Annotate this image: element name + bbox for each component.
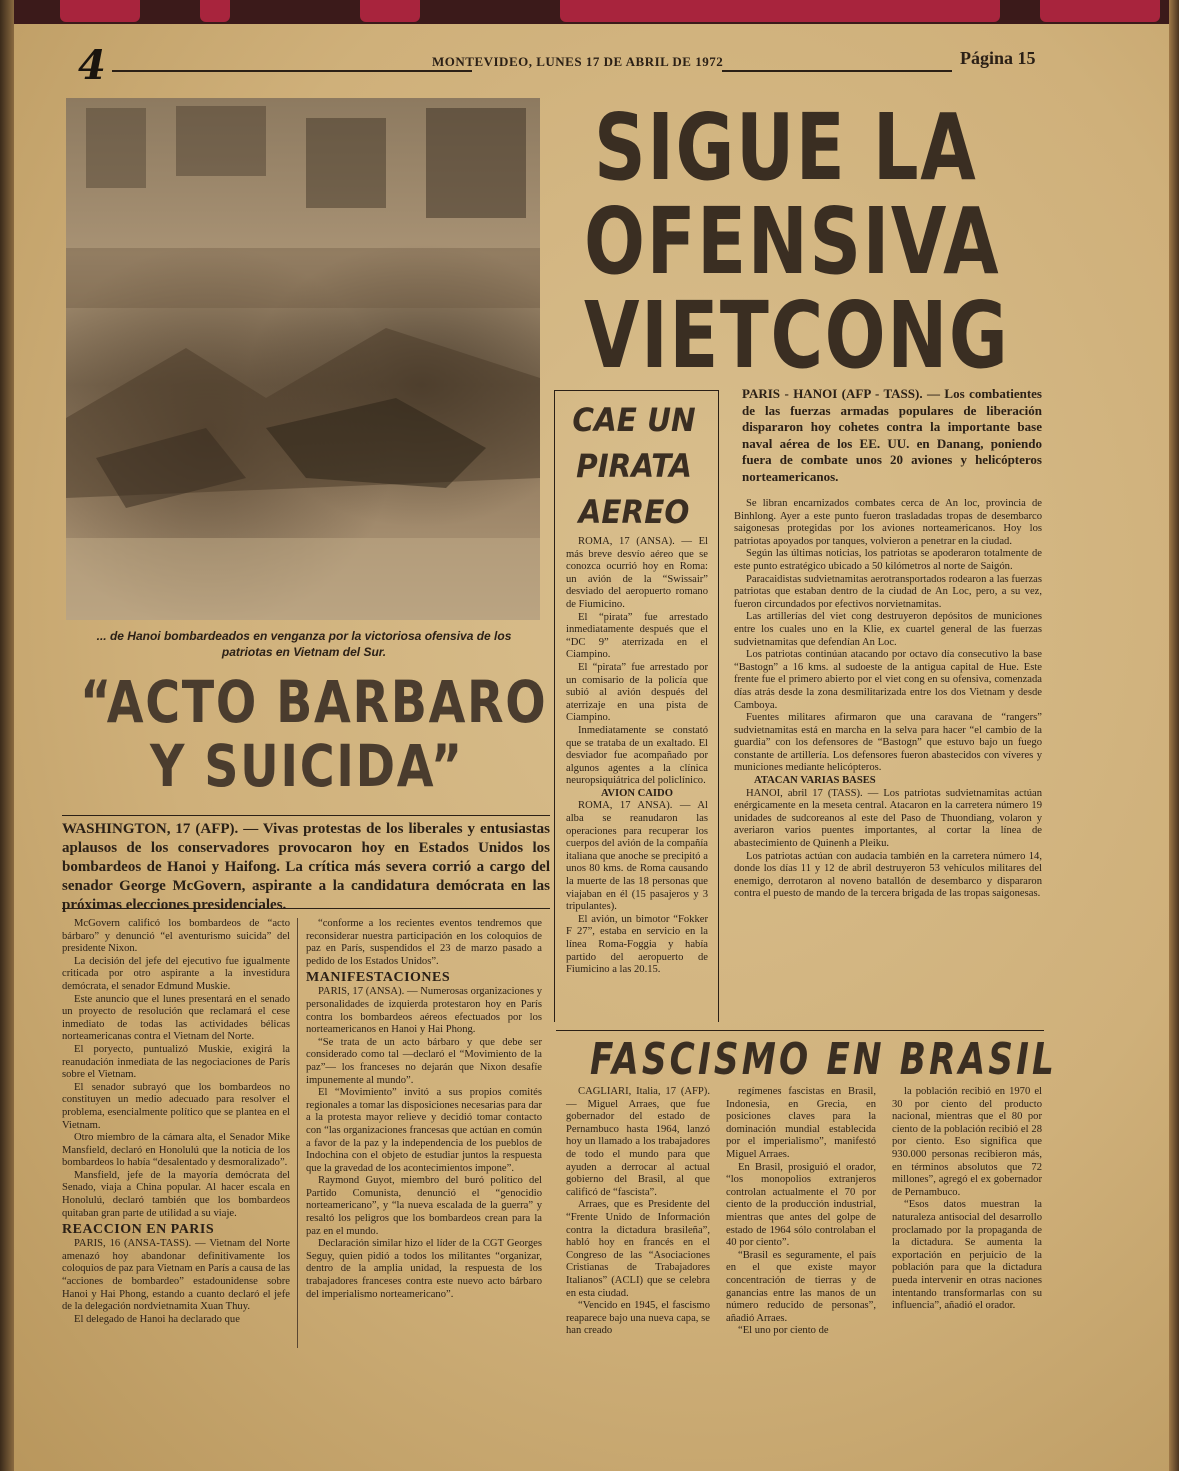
page-header: [72, 40, 1062, 89]
acto-headline-line-2: Y SUICIDA”: [150, 732, 464, 800]
acto-lead: WASHINGTON, 17 (AFP). — Vivas protestas de los liberales y entusiastas aplausos de los conservadores provocaron hoy en Estados Unidos los bombardeos de Hanoi y Haifong. La crítica más severa corrió a cargo del senador George McGovern, aspirante a la candidatura demócrata en las próximas elecciones presidenciales.: [62, 821, 550, 913]
paragraph: El “pirata” fue arrestado por un comisario de la policía que subió al avión después del aterrizaje en una pista de Ciampino.: [566, 661, 708, 724]
page-number-mark: 4: [78, 42, 106, 89]
paragraph: Las artillerías del viet cong destruyeron depósitos de municiones entre los cuales uno en la Klie, ex cuartel general de las fuerzas sudvietnamitas que defendían An Loc.: [734, 611, 1042, 648]
paragraph: Mansfield, jefe de la mayoría demócrata del Senado, viaja a China popular. Al hacer escala en Honolulú, declaró también que los bombardeos quitaban gran parte de utilidad a su viaje.: [62, 1169, 290, 1219]
paragraph: Declaración similar hizo el líder de la CGT Georges Seguy, quien pidió a todos los militantes “organizar, dentro de la amplia unidad, la respuesta de los trabajadores franceses contra este nuevo acto bárbaro del imperialismo norteamericano”.: [306, 1238, 542, 1300]
paragraph: PARIS, 17 (ANSA). — Numerosas organizaciones y personalidades de izquierda protestaron hoy en París contra los bombardeos aéreos efectuados por los norteamericanos en Hanoi y Hai Phong.: [306, 986, 542, 1036]
pirata-box-left: [554, 390, 555, 1022]
main-headline-line-3: VIETCONG: [584, 282, 1010, 389]
page-label: Página 15: [960, 48, 1036, 68]
pirata-box-top: [554, 390, 719, 391]
subheading-atacan: ATACAN VARIAS BASES: [754, 775, 876, 787]
acto-rule-top: [62, 815, 550, 816]
main-headline-line-1: SIGUE LA: [594, 94, 978, 201]
paragraph: El senador subrayó que los bombardeos no constituyen un medio adecuado para resolver el problema, esencialmente político que se plantea en el Vietnam.: [62, 1081, 290, 1131]
paragraph: PARIS, 16 (ANSA-TASS). — Vietnam del Norte amenazó hoy abandonar definitivamente los coloquios de paz para Vietnam en París a causa de las “acciones de bombardeo” estadounidense sobre Hanoi y Hai Phong, estando a cuanto declaró el jefe de la delegación nordvietnamita Xuan Thuy.: [62, 1238, 290, 1313]
paragraph: El poryecto, puntualizó Muskie, exigirá la reanudación inmediata de las negociaciones de París sobre el Vietnam.: [62, 1043, 290, 1081]
paragraph: Inmediatamente se constató que se trataba de un exaltado. El desviador fue acompañado por algunos agentes a la clínica neuropsiquiátrica del policlínico.: [566, 724, 708, 787]
brasil-headline: FASCISMO EN BRASIL: [590, 1034, 1058, 1085]
paragraph: regímenes fascistas en Brasil, Indonesia, en Grecia, en posiciones claves para la dominación mundial establecida por el imperialismo”, manifestó Miguel Arraes.: [726, 1086, 876, 1160]
paragraph: El delegado de Hanoi ha declarado que: [74, 1313, 240, 1325]
paragraph: Los patriotas actúan con audacia también en la carretera número 14, donde los días 11 y 12 de abril destruyeron 53 vehículos militares del enemigo, derrotaron al noveno batallón de desembarco y dispararon contra el puesto de mando de la tercera brigada de las tropas saigonesas.: [734, 850, 1042, 900]
paragraph: Se libran encarnizados combates cerca de An loc, provincia de Binhlong. Ayer a este punto fueron trasladadas tropas de desembarco saigonesas protegidas por los aviones norteamericanos. Hoy los patriotas apoyados por tanques, volvieron a penetrar en la ciudad.: [734, 498, 1042, 547]
subheading-manifestaciones: MANIFESTACIONES: [306, 970, 451, 986]
paragraph: ROMA, 17 ANSA). — Al alba se reanudaron las operaciones para recuperar los cuerpos del avión de la compañía italiana que anoche se precipitó a unos 80 kms. de Roma causando la muerte de las 18 personas que viajaban en él (15 pasajeros y 3 tripulantes).: [566, 800, 708, 913]
pirata-headline-line-1: CAE UN: [572, 401, 696, 439]
paragraph: “conforme a los recientes eventos tendremos que reconsiderar nuestra participación en los coloquios de paz en París, suspendidos el 23 de marzo pasado a pedido de los Estados Unidos”.: [306, 918, 542, 967]
paragraph: HANOI, abril 17 (TASS). — Los patriotas sudvietnamitas actúan enérgicamente en la meseta central. Atacaron en la carretera número 19 unidades de sudcoreanos al este del Paso de Thuondiang, volaron y averiaron varios puentes importantes, al cortar la línea de abastecimiento de Quinenh a Pleiku.: [734, 787, 1042, 850]
paragraph: El avión, un bimotor “Fokker F 27”, estaba en servicio en la línea Roma-Foggia y había partido del aeropuerto de Fiumicino a las 20.15.: [566, 913, 708, 976]
paragraph: El “pirata” fue arrestado inmediatamente después que el “DC 9” aterrizada en el Ciampino.: [566, 611, 708, 661]
top-edge: [0, 0, 1179, 24]
paragraph: “Se trata de un acto bárbaro y que debe ser considerado como tal —declaró el “Movimiento de la paz”— los franceses no dejarán que Nixon desafíe impunemente al mundo”.: [306, 1036, 542, 1086]
paragraph: Fuentes militares afirmaron que una caravana de “rangers” sudvietnamitas está en marcha en la selva para hacer “el cambio de la guardia” con los defensores de “Bastogn” que estuvo bajo un fuego constante de artillería. Los defensores fueron abastecidos con víveres y municiones mediante helicópteros.: [734, 712, 1042, 774]
paragraph: Arraes, que es Presidente del “Frente Unido de Información contra la dictadura brasileña”, habló hoy en francés en el Congreso de las “Asociaciones Cristianas de Trabajadores Italianos” (ACLI) que se celebra en esta ciudad.: [566, 1199, 710, 1299]
paragraph: “Brasil es seguramente, el país en el que existe mayor concentración de tierras y de ganancias entre las manos de un número reducido de personas”, añadió Arraes.: [726, 1249, 876, 1324]
page-left-edge: [0, 0, 14, 1471]
paragraph: “Esos datos muestran la naturaleza antisocial del desarrollo proclamado por la propaganda de la dictadura. Se aumenta la exportación en perjuicio de la población para que la dictadura pueda intervenir en otras naciones intentando transformarlas con su influencia”, añadió el orador.: [892, 1199, 1042, 1312]
paragraph: McGovern calificó los bombardeos de “acto bárbaro” y denunció “el aventurismo suicida” del presidente Nixon.: [62, 918, 290, 955]
pirata-headline-line-2: PIRATA: [576, 447, 692, 485]
ofensiva-lead: PARIS - HANOI (AFP - TASS). — Los combatientes de las fuerzas armadas populares de liberación dispararon hoy cohetes contra la importante base naval aérea de los EE. UU. en Danang, poniendo fuera de combate unos 20 aviones y helicópteros norteamericanos.: [742, 386, 1042, 484]
page-right-edge: [1169, 0, 1179, 1471]
subheading-reaccion: REACCION EN PARIS: [62, 1222, 215, 1238]
brasil-column-3: [892, 1086, 1042, 1313]
acto-column-2: [306, 918, 542, 1301]
acto-rule-bottom: [62, 908, 550, 909]
pirata-headline-line-3: AEREO: [578, 493, 690, 531]
header-rule-right: [722, 70, 952, 72]
brasil-column-2: [726, 1086, 876, 1338]
paragraph: Este anuncio que el lunes presentará en el senado un proyecto de resolución que reclamará el cese inmediato de todas las actividades bélicas norteamericanas contra el Vietnam del Norte.: [62, 993, 290, 1043]
pirata-box-right: [718, 390, 719, 1022]
photo-caption: ... de Hanoi bombardeados en venganza por la victoriosa ofensiva de los patriotas en Vietnam del Sur.: [96, 629, 512, 659]
paragraph: “Vencido en 1945, el fascismo reaparece bajo una nueva capa, se han creado: [566, 1300, 710, 1337]
photo-scene: [66, 98, 540, 620]
paragraph: Según las últimas noticias, los patriotas se apoderaron totalmente de este punto estratégico ubicado a 50 kilómetros al norte de Saigón.: [734, 548, 1042, 572]
acto-column-1: [62, 918, 290, 1326]
paragraph: La decisión del jefe del ejecutivo fue igualmente criticada por otro aspirante a la investidura demócrata, el senador Edmund Muskie.: [62, 955, 290, 992]
paragraph: Otro miembro de la cámara alta, el Senador Mike Mansfield, declaró en Honolulú que la noticia de los bombardeos lo había “desalentado y desmoralizado”.: [62, 1132, 290, 1169]
ofensiva-column: [734, 498, 1042, 901]
pirata-column: [566, 536, 708, 977]
subheading-avion-caido: AVION CAIDO: [601, 787, 673, 799]
main-headline-line-2: OFENSIVA: [584, 188, 1001, 295]
column-divider: [297, 918, 298, 1348]
paragraph: Los patriotas continúan atacando por octavo día consecutivo la base “Bastogn” a 16 kms. al sudoeste de la antigua capital de Hue. Este frente fue el primero abierto por el viet cong en su ofensiva, comenzada días atrás desde la zona desmilitarizada entre los dos Vietnam y desde Camboya.: [734, 649, 1042, 711]
brasil-rule-top: [556, 1030, 1044, 1031]
paragraph: Paracaidistas sudvietnamitas aerotransportados rodearon a las fuerzas patriotas que estaban dentro de la ciudad de An Loc, pero, a su vez, fueron circundados por efectivos norvietnamitas.: [734, 573, 1042, 610]
dateline: MONTEVIDEO, LUNES 17 DE ABRIL DE 1972: [432, 54, 724, 69]
acto-headline-line-1: “ACTO BARBARO: [80, 668, 548, 736]
paragraph: ROMA, 17 (ANSA). — El más breve desvío aéreo que se conozca ocurrió hoy en Roma: un avión de la “Swissair” desviado del aeropuerto romano de Fiumicino.: [566, 536, 708, 610]
pirata-headline: [566, 397, 702, 535]
header-rule-left: [112, 70, 472, 72]
paragraph: Raymond Guyot, miembro del buró político del Partido Comunista, denunció el “genocidio norteamericano”, y “la nueva escalada de la guerra” y resaltó los peligros que los bombardeos crean para la paz en el mundo.: [306, 1175, 542, 1237]
paragraph: El “Movimiento” invitó a sus propios comités regionales a tomar las disposiciones necesarias para dar a la protesta mayor relieve y decidió tomar contacto con “las organizaciones francesas que actúan en común a favor de la paz y la independencia de los pueblos de Indochina con el objeto de estudiar juntos la respuesta que la gravedad de los acontecimientos impone”.: [306, 1087, 542, 1174]
brasil-column-1: [566, 1086, 710, 1338]
paragraph: la población recibió en 1970 el 30 por ciento del producto nacional, mientras que el 80 por ciento de la población recibió el 28 por ciento. Eso significa que 930.000 personas recibieron más, en términos absolutos que 72 millones”, agregó el ex gobernador de Pernambuco.: [892, 1086, 1042, 1198]
paragraph: En Brasil, prosiguió el orador, “los monopolios extranjeros controlan actualmente el 70 por ciento de la producción industrial, mientras que antes del golpe de estado de 1964 sólo controlaban el 40 por ciento”.: [726, 1161, 876, 1249]
news-photo: [66, 98, 540, 620]
paragraph: CAGLIARI, Italia, 17 (AFP). — Miguel Arraes, que fue gobernador del estado de Pernambuco hasta 1964, lanzó hoy un llamado a los trabajadores de todo el mundo para que ayuden a derrocar al actual gobierno del Brasil, al que calificó de “fascista”.: [566, 1086, 710, 1198]
paragraph: “El uno por ciento de: [738, 1325, 829, 1337]
